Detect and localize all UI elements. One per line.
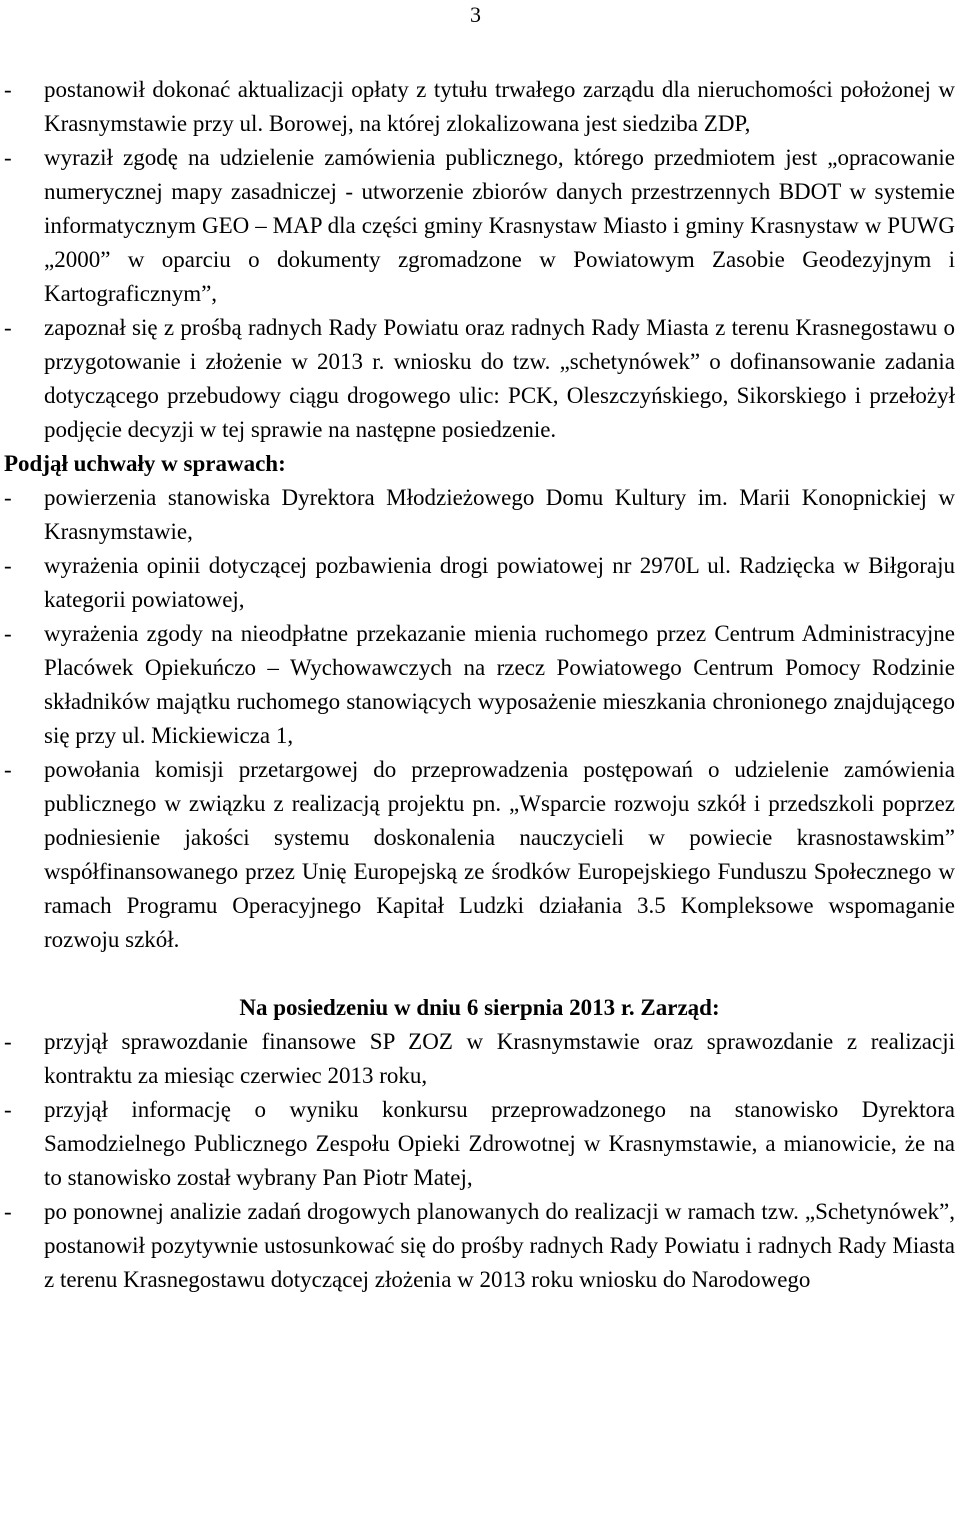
- list-item-text: przyjął sprawozdanie finansowe SP ZOZ w Krasnymstawie oraz sprawozdanie z realizacji kontraktu za miesiąc czerwiec 2013 roku,: [44, 1029, 955, 1088]
- bullet-dash: -: [4, 621, 12, 646]
- bullet-dash: -: [4, 1029, 12, 1054]
- bullet-dash: -: [4, 485, 12, 510]
- list-item: [4, 141, 955, 311]
- list-item: [4, 1195, 955, 1297]
- list-item: [4, 549, 955, 617]
- page-number: 3: [470, 2, 481, 27]
- list-item-text: przyjął informację o wyniku konkursu przeprowadzonego na stanowisko Dyrektora Samodzielnego Publicznego Zespołu Opieki Zdrowotnej w Krasnymstawie, a mianowicie, że na to stanowisko został wybrany Pan Piotr Matej,: [44, 1097, 955, 1190]
- list-item-text: wyrażenia zgody na nieodpłatne przekazanie mienia ruchomego przez Centrum Administracyjne Placówek Opiekuńczo – Wychowawczych na rzecz Powiatowego Centrum Pomocy Rodzinie składników majątku ruchomego stanowiących wyposażenie mieszkania chronionego znajdującego się przy ul. Mickiewicza 1,: [44, 621, 955, 748]
- list-item: [4, 753, 955, 957]
- list-item-text: powierzenia stanowiska Dyrektora Młodzieżowego Domu Kultury im. Marii Konopnickiej w Krasnymstawie,: [44, 485, 955, 544]
- list-item-text: po ponownej analizie zadań drogowych planowanych do realizacji w ramach tzw. „Schetynówek”, postanowił pozytywnie ustosunkować się do prośby radnych Rady Powiatu i radnych Rady Miasta z terenu Krasnegostawu dotyczącej złożenia w 2013 roku wniosku do Narodowego: [44, 1199, 955, 1292]
- bullet-dash: -: [4, 145, 12, 170]
- list-item-text: wyrażenia opinii dotyczącej pozbawienia drogi powiatowej nr 2970L ul. Radzięcka w Biłgoraju kategorii powiatowej,: [44, 553, 955, 612]
- list-item: [4, 481, 955, 549]
- bullet-dash: -: [4, 757, 12, 782]
- list-item: [4, 1093, 955, 1195]
- list-item-text: powołania komisji przetargowej do przeprowadzenia postępowań o udzielenie zamówienia publicznego w związku z realizacją projektu pn. „Wsparcie rozwoju szkół i przedszkoli poprzez podniesienie jakości systemu doskonalenia nauczycieli w powiecie krasnostawskim” współfinansowanego przez Unię Europejską ze środków Europejskiego Funduszu Społecznego w ramach Programu Operacyjnego Kapitał Ludzki działania 3.5 Kompleksowe wspomaganie rozwoju szkół.: [44, 757, 955, 952]
- section-heading: Podjął uchwały w sprawach:: [4, 451, 286, 476]
- list-item-text: postanowił dokonać aktualizacji opłaty z tytułu trwałego zarządu dla nieruchomości położonej w Krasnymstawie przy ul. Borowej, na której zlokalizowana jest siedziba ZDP,: [44, 77, 955, 136]
- list-item: [4, 1025, 955, 1093]
- list-item-text: zapoznał się z prośbą radnych Rady Powiatu oraz radnych Rady Miasta z terenu Krasnegostawu o przygotowanie i złożenie w 2013 r. wniosku do tzw. „schetynówek” o dofinansowanie zadania dotyczącego przebudowy ciągu drogowego ulic: PCK, Oleszczyńskiego, Sikorskiego i przełożył podjęcie decyzji w tej sprawie na następne posiedzenie.: [44, 315, 955, 442]
- list-item: [4, 311, 955, 447]
- document-body: [4, 73, 955, 1297]
- list-item: [4, 73, 955, 141]
- spacer: [4, 957, 955, 991]
- bullet-dash: -: [4, 315, 12, 340]
- bullet-dash: -: [4, 553, 12, 578]
- bullet-dash: -: [4, 1097, 12, 1122]
- bullet-dash: -: [4, 77, 12, 102]
- list-item-text: wyraził zgodę na udzielenie zamówienia publicznego, którego przedmiotem jest „opracowanie numerycznej mapy zasadniczej - utworzenie zbiorów danych przestrzennych BDOT w systemie informatycznym GEO – MAP dla części gminy Krasnystaw Miasto i gminy Krasnystaw w PUWG „2000” w oparciu o dokumenty zgromadzone w Powiatowym Zasobie Geodezyjnym i Kartograficznym”,: [44, 145, 955, 306]
- list-item: [4, 617, 955, 753]
- meeting-heading: Na posiedzeniu w dniu 6 sierpnia 2013 r. Zarząd:: [239, 995, 720, 1020]
- bullet-dash: -: [4, 1199, 12, 1224]
